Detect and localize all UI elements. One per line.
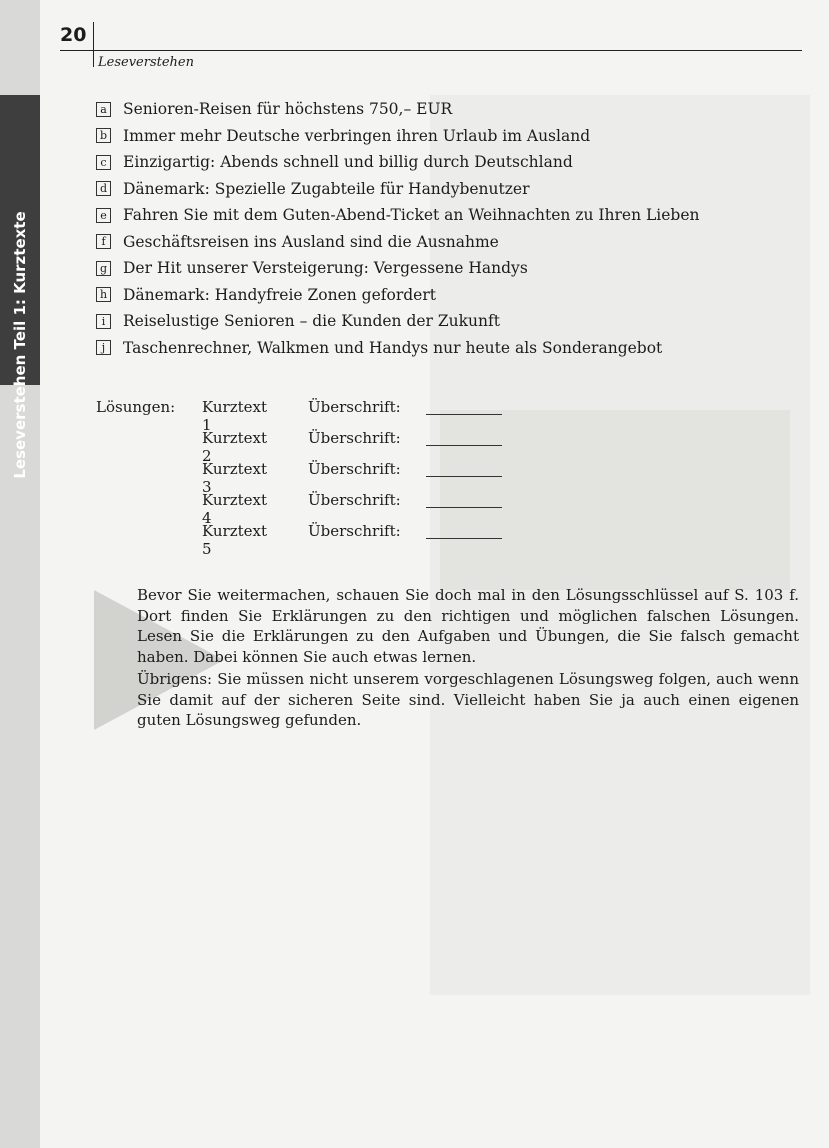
answer-blank[interactable] (426, 414, 502, 415)
heading-text: Senioren-Reisen für höchstens 750,– EUR (123, 100, 453, 119)
kurztext-label: Kurztext 1 (202, 398, 268, 434)
list-item (96, 176, 700, 203)
note-paragraph: Übrigens: Sie müssen nicht unserem vorgeschlagenen Lösungsweg folgen, auch wenn Sie damit auf der sicheren Seite sind. Vielleicht haben Sie ja auch einen eigenen guten Lösungsweg gefunden. (137, 670, 799, 729)
list-item (96, 308, 700, 335)
list-item (96, 335, 700, 362)
letter-box: g (96, 261, 111, 276)
list-item (96, 202, 700, 229)
heading-label: Überschrift: (308, 460, 401, 478)
letter-box: j (96, 340, 111, 355)
side-tab-label: Leseverstehen Teil 1: Kurztexte (11, 211, 29, 479)
heading-label: Überschrift: (308, 429, 401, 447)
note-box (137, 585, 799, 733)
heading-text: Taschenrechner, Walkmen und Handys nur heute als Sonderangebot (123, 338, 663, 357)
letter-box: e (96, 208, 111, 223)
note-paragraph: Bevor Sie weitermachen, schauen Sie doch mal in den Lösungsschlüssel auf S. 103 f. Dort finden Sie Erklärungen zu den richtigen und möglichen falschen Lösungen. Lesen Sie die Erklärungen zu den Aufgaben und Übungen, die Sie falsch gemacht haben. Dabei können Sie auch etwas lernen. (137, 586, 799, 666)
heading-label: Überschrift: (308, 491, 401, 509)
kurztext-label: Kurztext 5 (202, 522, 268, 558)
heading-label: Überschrift: (308, 398, 401, 416)
list-item (96, 96, 700, 123)
heading-text: Geschäftsreisen ins Ausland sind die Ausnahme (123, 232, 499, 251)
kurztext-label: Kurztext 3 (202, 460, 268, 496)
letter-box: b (96, 128, 111, 143)
heading-text: Reiselustige Senioren – die Kunden der Zukunft (123, 312, 500, 331)
heading-text: Immer mehr Deutsche verbringen ihren Urlaub im Ausland (123, 126, 591, 145)
page-number: 20 (60, 24, 87, 46)
letter-box: d (96, 181, 111, 196)
heading-text: Dänemark: Handyfreie Zonen gefordert (123, 285, 436, 304)
letter-box: h (96, 287, 111, 302)
section-title: Leseverstehen (98, 55, 194, 70)
side-tab (0, 95, 40, 479)
solutions-label: Lösungen: (96, 398, 176, 416)
kurztext-label: Kurztext 4 (202, 491, 268, 527)
answer-blank[interactable] (426, 445, 502, 446)
heading-label: Überschrift: (308, 522, 401, 540)
list-item (96, 255, 700, 282)
heading-text: Der Hit unserer Versteigerung: Vergessene Handys (123, 259, 528, 278)
letter-box: a (96, 102, 111, 117)
list-item (96, 282, 700, 309)
letter-box: i (96, 314, 111, 329)
list-item (96, 229, 700, 256)
header-divider-vertical (93, 22, 94, 67)
header-divider (60, 50, 802, 51)
answer-blank[interactable] (426, 476, 502, 477)
heading-list (96, 96, 700, 361)
letter-box: c (96, 155, 111, 170)
list-item (96, 149, 700, 176)
answer-blank[interactable] (426, 507, 502, 508)
bleed-through-background (440, 410, 790, 590)
heading-text: Fahren Sie mit dem Guten-Abend-Ticket an Weihnachten zu Ihren Lieben (123, 206, 700, 225)
heading-text: Einzigartig: Abends schnell und billig durch Deutschland (123, 153, 573, 172)
kurztext-label: Kurztext 2 (202, 429, 268, 465)
heading-text: Dänemark: Spezielle Zugabteile für Handybenutzer (123, 179, 530, 198)
answer-blank[interactable] (426, 538, 502, 539)
letter-box: f (96, 234, 111, 249)
list-item (96, 123, 700, 150)
